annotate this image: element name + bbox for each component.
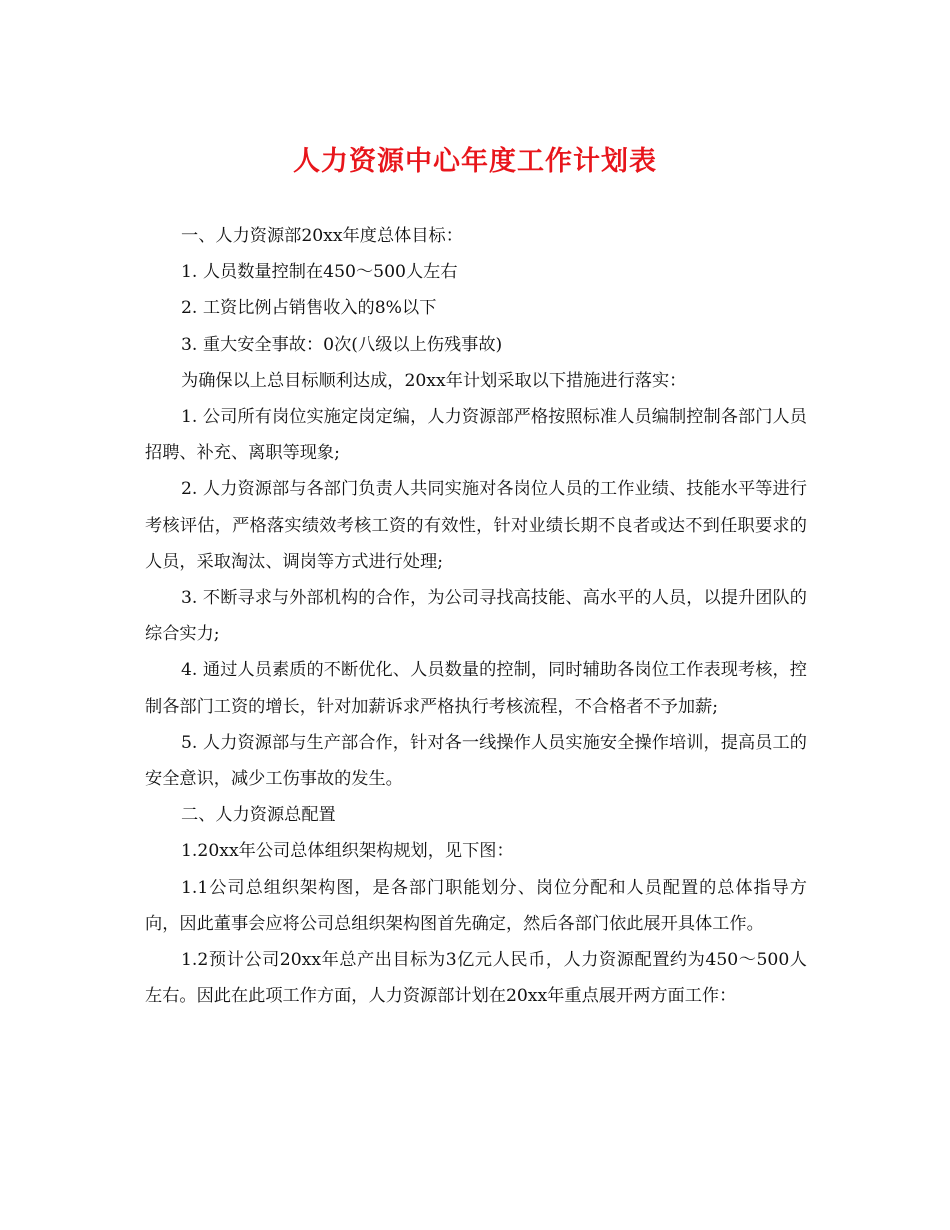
allocation-item-1-2: 1.2预计公司20xx年总产出目标为3亿元人民币，人力资源配置约为450～500人左右。因此在此项工作方面，人力资源部计划在20xx年重点展开两方面工作： — [145, 950, 807, 1007]
document-body — [145, 218, 807, 1014]
measure-item-4: 4. 通过人员素质的不断优化、人员数量的控制，同时辅助各岗位工作表现考核，控制各部门工资的增长，针对加薪诉求严格执行考核流程，不合格者不予加薪; — [145, 660, 807, 717]
allocation-item-1-1: 1.1公司总组织架构图，是各部门职能划分、岗位分配和人员配置的总体指导方向，因此董事会应将公司总组织架构图首先确定，然后各部门依此展开具体工作。 — [145, 877, 807, 934]
section-heading-hr-allocation: 二、人力资源总配置 — [181, 805, 336, 826]
section-heading-overall-goals: 一、人力资源部20xx年度总体目标： — [181, 226, 463, 246]
measures-intro: 为确保以上总目标顺利达成，20xx年计划采取以下措施进行落实： — [181, 370, 687, 391]
goal-item-3: 3. 重大安全事故：0次(八级以上伤残事故) — [181, 334, 503, 355]
measure-item-5: 5. 人力资源部与生产部合作，针对各一线操作人员实施安全操作培训，提高员工的安全意识，减少工伤事故的发生。 — [145, 732, 807, 790]
allocation-item-1: 1.20xx年公司总体组织架构规划，见下图： — [181, 841, 514, 862]
document-title: 人力资源中心年度工作计划表 — [293, 146, 657, 177]
measure-item-2: 2. 人力资源部与各部门负责人共同实施对各岗位人员的工作业绩、技能水平等进行考核评估，严格落实绩效考核工资的有效性，针对业绩长期不良者或达不到任职要求的人员，采取淘汰、调岗等方式进行处理; — [145, 479, 807, 572]
measure-item-3: 3. 不断寻求与外部机构的合作，为公司寻找高技能、高水平的人员，以提升团队的综合实力; — [145, 588, 807, 645]
goal-item-1: 1. 人员数量控制在450～500人左右 — [181, 262, 458, 283]
measure-item-1: 1. 公司所有岗位实施定岗定编，人力资源部严格按照标准人员编制控制各部门人员招聘、补充、离职等现象; — [145, 407, 807, 464]
goal-item-2: 2. 工资比例占销售收入的8%以下 — [181, 298, 437, 319]
